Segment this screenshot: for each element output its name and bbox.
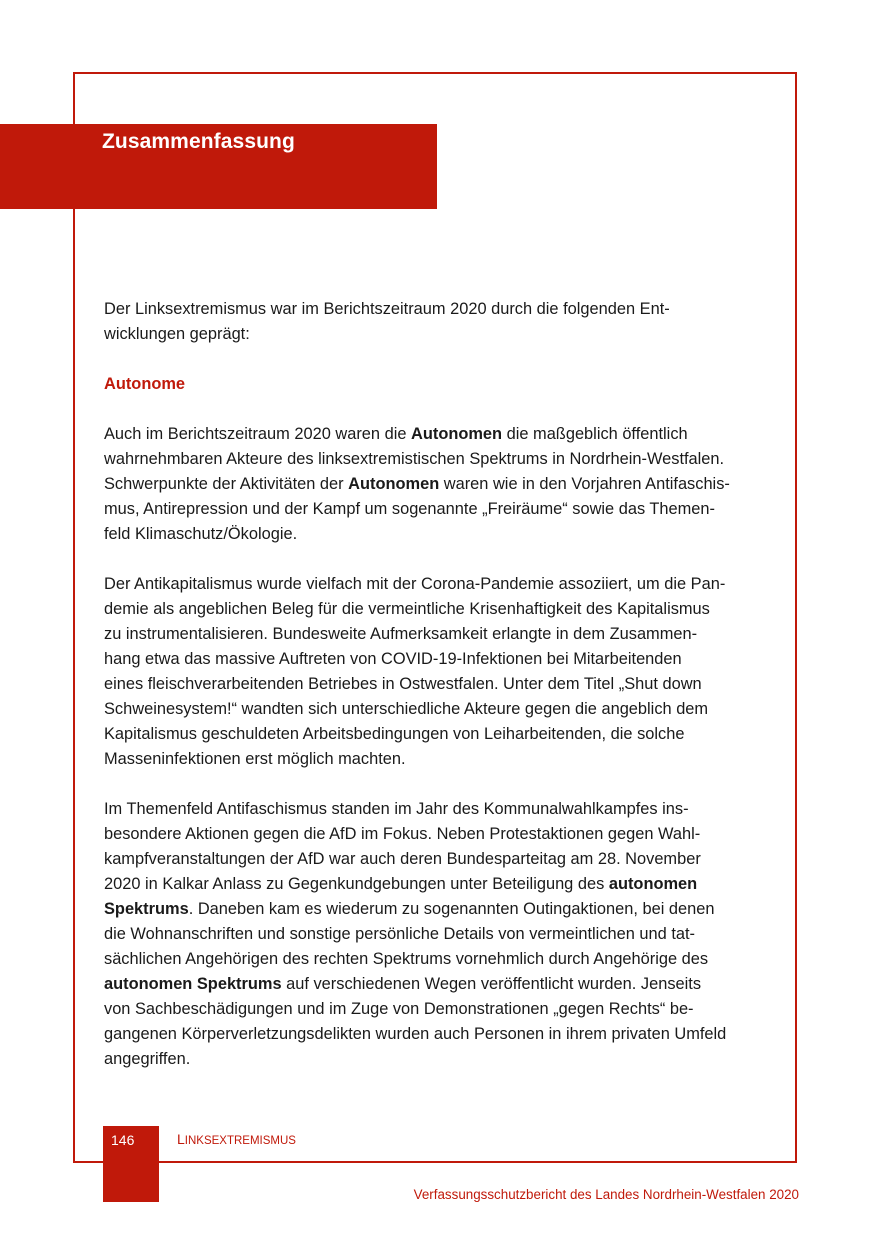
text-line: Der Linksextremismus war im Berichtszeitraum 2020 durch die folgenden Ent- [104, 300, 670, 318]
bold-term: Spektrums [104, 900, 189, 918]
text-line [104, 972, 776, 997]
text-run: auf verschiedenen Wegen veröffentlicht wurden. Jenseits [281, 975, 702, 993]
text-line: Im Themenfeld Antifaschismus standen im Jahr des Kommunalwahlkampfes ins- [104, 800, 689, 818]
text-line [104, 872, 776, 897]
text-line: Der Antikapitalismus wurde vielfach mit der Corona-Pandemie assoziiert, um die Pan- [104, 575, 726, 593]
text-run: Auch im Berichtszeitraum 2020 waren die [104, 425, 412, 443]
bold-term: autonomen Spektrums [104, 975, 282, 993]
text-line: feld Klimaschutz/Ökologie. [104, 525, 298, 543]
text-line: eines fleischverarbeitenden Betriebes in Ostwestfalen. Unter dem Titel „Shut down [104, 675, 702, 693]
text-line: gangenen Körperverletzungsdelikten wurden auch Personen in ihrem privaten Umfeld [104, 1025, 727, 1043]
text-run: die maßgeblich öffentlich [502, 425, 688, 443]
text-line: demie als angeblichen Beleg für die vermeintliche Krisenhaftigkeit des Kapitalismus [104, 600, 710, 618]
paragraph-antifaschismus [104, 797, 776, 1072]
text-line [104, 897, 776, 922]
text-line: Masseninfektionen erst möglich machten. [104, 750, 406, 768]
text-line: Schweinesystem!“ wandten sich unterschiedliche Akteure gegen die angeblich dem [104, 700, 709, 718]
body-text [104, 297, 776, 1097]
text-line: zu instrumentalisieren. Bundesweite Aufmerksamkeit erlangte in dem Zusammen- [104, 625, 698, 643]
text-line: sächlichen Angehörigen des rechten Spektrums vornehmlich durch Angehörige des [104, 950, 709, 968]
text-line: Kapitalismus geschuldeten Arbeitsbedingungen von Leiharbeitenden, die solche [104, 725, 685, 743]
text-line: angegriffen. [104, 1050, 191, 1068]
paragraph-antikapitalismus [104, 572, 776, 772]
bold-term: Autonomen [411, 425, 503, 443]
bold-term: Autonomen [348, 475, 440, 493]
text-line: wahrnehmbaren Akteure des linksextremistischen Spektrums in Nordrhein-Westfalen. [104, 450, 725, 468]
text-line: besondere Aktionen gegen die AfD im Fokus. Neben Protestaktionen gegen Wahl- [104, 825, 701, 843]
section-rest: INKSEXTREMISMUS [184, 1135, 296, 1147]
text-run: . Daneben kam es wiederum zu sogenannten Outingaktionen, bei denen [188, 900, 715, 918]
section-initial: L [177, 1131, 185, 1147]
text-run: 2020 in Kalkar Anlass zu Gegenkundgebungen unter Beteiligung des [104, 875, 609, 893]
report-title: Verfassungsschutzbericht des Landes Nordrhein-Westfalen 2020 [413, 1187, 799, 1202]
section-heading: Autonome [104, 375, 186, 393]
text-line: von Sachbeschädigungen und im Zuge von Demonstrationen „gegen Rechts“ be- [104, 1000, 694, 1018]
text-line: wicklungen geprägt: [104, 325, 250, 343]
text-line [104, 472, 776, 497]
text-line: kampfveranstaltungen der AfD war auch deren Bundesparteitag am 28. November [104, 850, 701, 868]
bold-term: autonomen [608, 875, 698, 893]
text-line: hang etwa das massive Auftreten von COVID-19-Infektionen bei Mitarbeitenden [104, 650, 682, 668]
intro-paragraph [104, 297, 776, 347]
text-run: waren wie in den Vorjahren Antifaschis- [439, 475, 730, 493]
page-number: 146 [111, 1132, 135, 1148]
running-section-title [177, 1131, 296, 1147]
text-line: die Wohnanschriften und sonstige persönliche Details von vermeintlichen und tat- [104, 925, 696, 943]
page-title: Zusammenfassung [102, 130, 295, 153]
paragraph-autonome [104, 422, 776, 547]
text-line: mus, Antirepression und der Kampf um sogenannte „Freiräume“ sowie das Themen- [104, 500, 715, 518]
text-line [104, 422, 776, 447]
text-run: Schwerpunkte der Aktivitäten der [104, 475, 349, 493]
